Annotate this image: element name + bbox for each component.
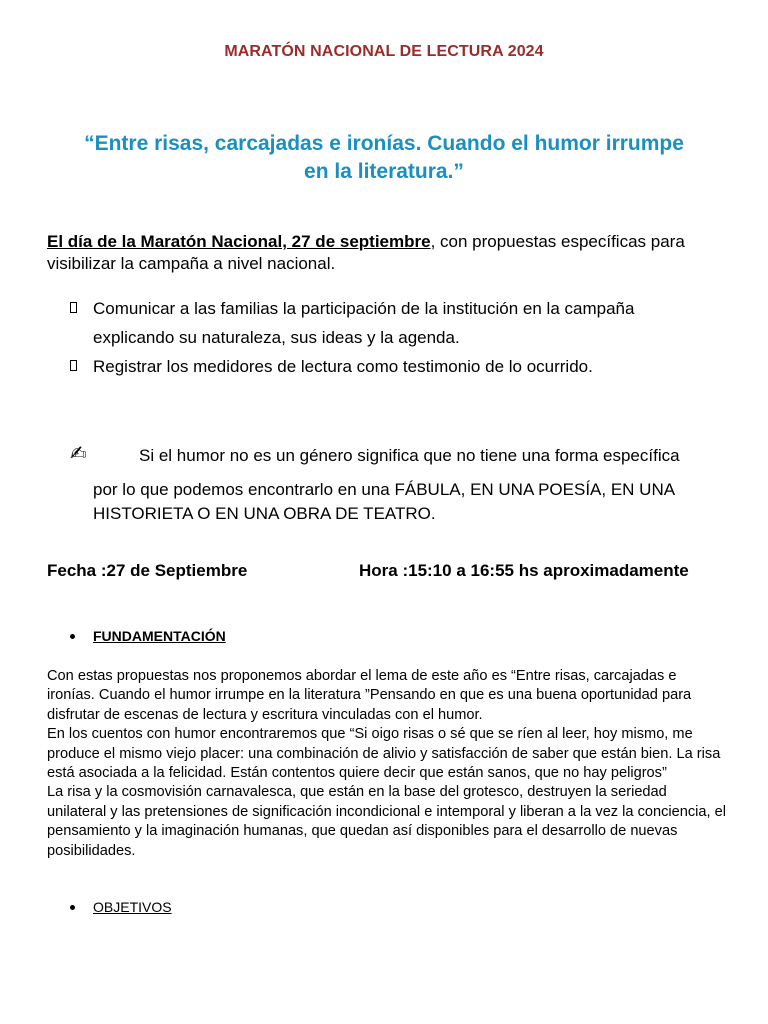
intro-rest: , con propuestas específicas para visibilizar la campaña a nivel nacional.: [47, 232, 685, 273]
bullet-box-icon: [70, 302, 77, 313]
bullet-dot-icon: [70, 905, 75, 910]
humor-note: [70, 444, 720, 526]
list-item-text: Registrar los medidores de lectura como testimonio de lo ocurrido.: [93, 357, 593, 376]
body-paragraph: Con estas propuestas nos proponemos abordar el lema de este año es “Entre risas, carcajadas e ironías. Cuando el humor irrumpe en la literatura ”Pensando en que es una buena oportunidad para disfrutar de escenas de lectura y escritura vinculadas con el humor.: [47, 668, 692, 723]
section-heading-label: OBJETIVOS: [93, 899, 172, 915]
bullet-dot-icon: [70, 634, 75, 639]
subtitle-line-1: “Entre risas, carcajadas e ironías. Cuando el humor irrumpe: [84, 132, 684, 155]
event-date: Fecha :27 de Septiembre: [47, 561, 248, 580]
section-heading-fundamentacion: [70, 628, 226, 644]
document-subtitle: [40, 130, 728, 186]
proposal-list: [70, 294, 710, 381]
section-heading-label: FUNDAMENTACIÓN: [93, 628, 226, 644]
body-paragraph: La risa y la cosmovisión carnavalesca, que están en la base del grotesco, destruyen la seriedad unilateral y las pretensiones de significación incondicional e intemporal y liberan a la vez la conciencia, el pensamiento y la imaginación humanas, que quedan así disponibles para el desarrollo de nuevas posibilidades.: [47, 784, 726, 859]
document-header: MARATÓN NACIONAL DE LECTURA 2024: [224, 43, 544, 60]
intro-paragraph: [47, 231, 727, 275]
list-item: [70, 352, 710, 381]
intro-lead: El día de la Maratón Nacional, 27 de septiembre: [47, 232, 431, 251]
event-time: Hora :15:10 a 16:55 hs aproximadamente: [359, 561, 689, 580]
subtitle-line-2: en la literatura.”: [304, 160, 464, 183]
note-rest: por lo que podemos encontrarlo en una FÁBULA, EN UNA POESÍA, EN UNA HISTORIETA O EN UNA OBRA DE TEATRO.: [93, 480, 675, 523]
list-item-text: Comunicar a las familias la participación de la institución en la campaña explicando su naturaleza, sus ideas y la agenda.: [93, 299, 635, 347]
fundamentacion-body: [47, 667, 727, 861]
writing-hand-icon: ✍: [70, 443, 87, 465]
note-first-line: Si el humor no es un género significa que no tiene una forma específica: [139, 446, 680, 465]
bullet-box-icon: [70, 360, 77, 371]
body-paragraph: En los cuentos con humor encontraremos que “Si oigo risas o sé que se ríen al leer, hoy mismo, me produce el mismo viejo placer: una combinación de alivio y satisfacción de saber que están bien. La risa está asociada a la felicidad. Están contentos quiere decir que están sanos, que no hay peligros”: [47, 726, 721, 782]
section-heading-objetivos: [70, 899, 172, 915]
list-item: [70, 294, 710, 352]
